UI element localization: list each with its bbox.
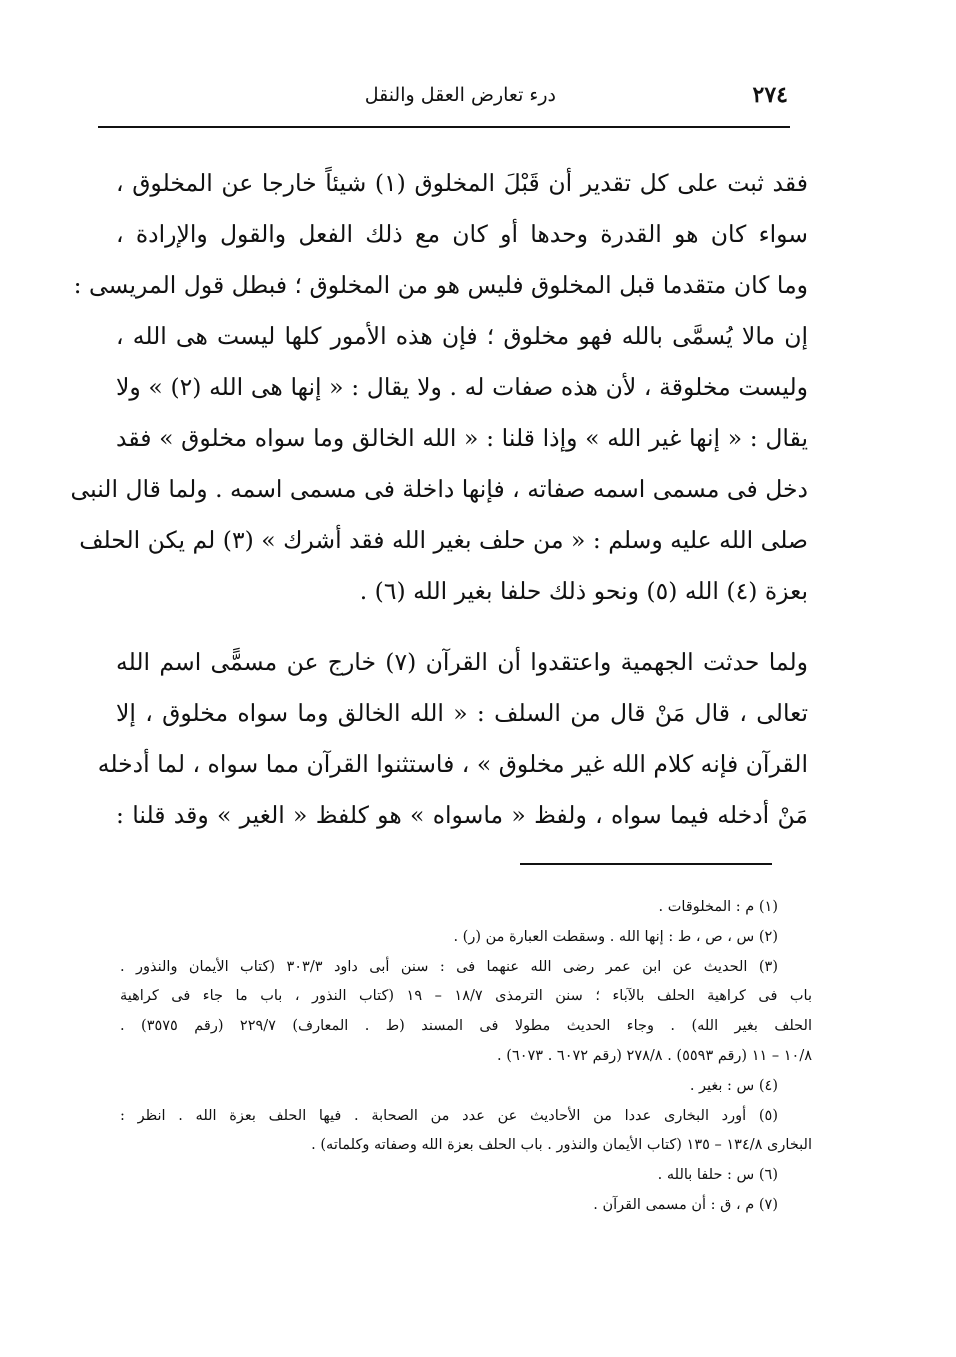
text-line: ولما حدثت الجهمية واعتقدوا أن القرآن (٧) خارج عن مسمًّى اسم الله [116, 648, 808, 676]
footnote-continuation: البخارى ١٣٤/٨ – ١٣٥ (كتاب الأيمان والنذور . باب الحلف بعزة الله وصفاته وكلماته) . [311, 1137, 812, 1154]
text-line: بعزة (٤) الله (٥) ونحو ذلك حلفا بغير الله (٦) . [359, 577, 808, 605]
footnote-divider [520, 863, 772, 865]
text-line: صلى الله عليه وسلم : « من حلف بغير الله فقد أشرك » (٣) لم يكن الحلف [79, 526, 808, 554]
header-divider [98, 126, 790, 128]
text-line: يقال : « إنها غير الله » وإذا قلنا : « الله الخالق وما سواه مخلوق » فقد [116, 424, 808, 452]
running-title: درء تعارض العقل والنقل [364, 84, 556, 106]
footnote-continuation: ١٠/٨ – ١١ (رقم ٥٥٩٣) . ٢٧٨/٨ (رقم ٦٠٧٢ . ٦٠٧٣) . [497, 1047, 812, 1064]
text-line: إن مالا يُسمَّى بالله فهو مخلوق ؛ فإن هذه الأمور كلها ليست هى الله ، [116, 322, 808, 350]
footnote: (١) م : المخلوقات . [658, 899, 778, 915]
footnote: (٦) س : حلفا بالله . [657, 1167, 778, 1184]
footnotes [120, 893, 812, 1221]
page-number: ٢٧٤ [752, 82, 788, 108]
text-line: تعالى ، قال مَنْ قال من السلف : « الله الخالق وما سواه مخلوق ، إلا [116, 699, 808, 727]
text-line: سواء كان هو القدرة وحدها أو كان مع ذلك الفعل والقول والإرادة ، [116, 220, 808, 248]
footnote: (٣) الحديث عن ابن عمر رضى الله عنهما فى : سنن أبى داود ٣٠٣/٣ (كتاب الأيمان والنذور . [120, 958, 778, 975]
text-line: فقد ثبت على كل تقدير أن قَبْلَ المخلوق (١) شيئاً خارجا عن المخلوق ، [116, 169, 808, 197]
paragraph-2 [97, 637, 808, 841]
footnote: (٧) م ، ق : أن مسمى القرآن . [593, 1196, 778, 1213]
text-line: وليست مخلوقة ، لأن هذه صفات له . ولا يقال : « إنها هى الله (٢) » ولا [116, 373, 808, 401]
text-line: مَنْ أدخله فيما سواه ، ولفظ « ماسواه » هو كلفظ « الغير » وقد قلنا : [116, 801, 808, 829]
paragraph-gap [116, 617, 808, 637]
footnote-continuation: باب فى كراهية الحلف بالآباء ؛ سنن الترمذى ١٨/٧ – ١٩ (كتاب النذور ، باب ما جاء فى كراهية [120, 988, 813, 1005]
text-line: وما كان متقدما قبل المخلوق فليس هو من المخلوق ؛ فبطل قول المريسى : [73, 271, 808, 299]
footnote: (٥) أورد البخارى عددا من الأحاديث عن عدد من الصحابة . فيها الحلف بعزة الله . انظر : [120, 1107, 778, 1124]
text-line: دخل فى مسمى اسمه صفاته ، فإنها داخلة فى مسمى اسمه . ولما قال النبى [70, 475, 808, 503]
paragraph-1 [70, 158, 808, 617]
page-header [98, 82, 788, 122]
footnote: (٤) س : بغير . [689, 1077, 778, 1094]
footnote-continuation: الحلف بغير الله) . وجاء الحديث مطولا فى المسند (ط . المعارف) ٢٢٩/٧ (رقم ٣٥٧٥) . [120, 1018, 812, 1035]
footnote: (٢) س ، ص ، ط : إنها الله . وسقطت العبارة من (ر) . [453, 928, 778, 945]
main-text [70, 158, 808, 841]
text-line: القرآن فإنه كلام الله غير مخلوق » ، فاستثنوا القرآن مما سواه ، لما أدخله [97, 750, 808, 778]
